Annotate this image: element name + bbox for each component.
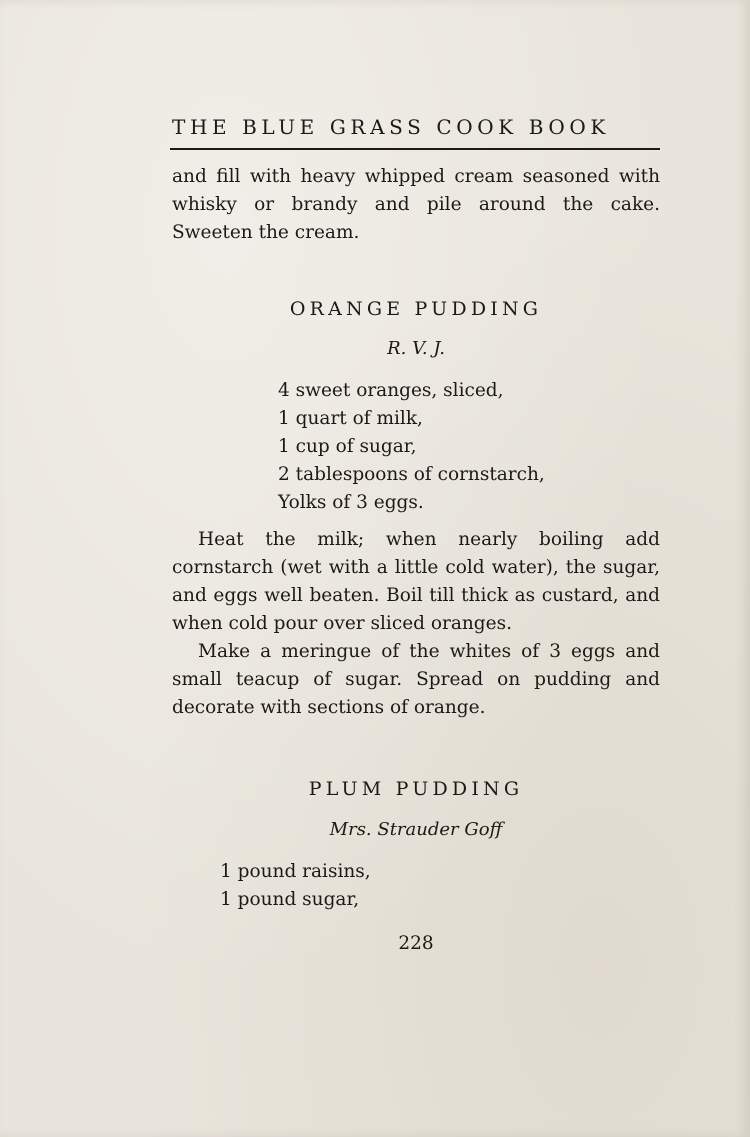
recipe-author-plum-pudding: Mrs. Strauder Goff: [329, 819, 503, 840]
ingredient-item: 1 cup of sugar,: [278, 436, 417, 457]
ingredient-item: 1 quart of milk,: [278, 408, 423, 429]
ingredient-item: 2 tablespoons of cornstarch,: [278, 464, 545, 485]
recipe-author-orange-pudding: R. V. J.: [387, 338, 445, 359]
ingredient-list-orange-pudding: [278, 377, 545, 517]
ingredient-list-plum-pudding: [220, 858, 371, 914]
running-head: THE BLUE GRASS COOK BOOK: [172, 115, 610, 139]
page-number: 228: [398, 933, 434, 954]
ingredient-item: 4 sweet oranges, sliced,: [278, 380, 504, 401]
directions-paragraph: Make a meringue of the whites of 3 eggs and small teacup of sugar. Spread on pudding and decorate with sections of orange.: [172, 641, 660, 718]
header-rule: [170, 148, 660, 150]
directions-paragraph: Heat the milk; when nearly boiling add cornstarch (wet with a little cold water), the sugar, and eggs well beaten. Boil till thick as custard, and when cold pour over sliced oranges.: [172, 529, 660, 634]
recipe-title-plum-pudding: PLUM PUDDING: [308, 778, 524, 800]
ingredient-item: 1 pound raisins,: [220, 861, 371, 882]
recipe-title-orange-pudding: ORANGE PUDDING: [289, 298, 543, 320]
continuation-paragraph: and fill with heavy whipped cream seasoned with whisky or brandy and pile around the cake. Sweeten the cream.: [172, 166, 660, 243]
ingredient-item: Yolks of 3 eggs.: [278, 492, 424, 513]
ingredient-item: 1 pound sugar,: [220, 889, 360, 910]
